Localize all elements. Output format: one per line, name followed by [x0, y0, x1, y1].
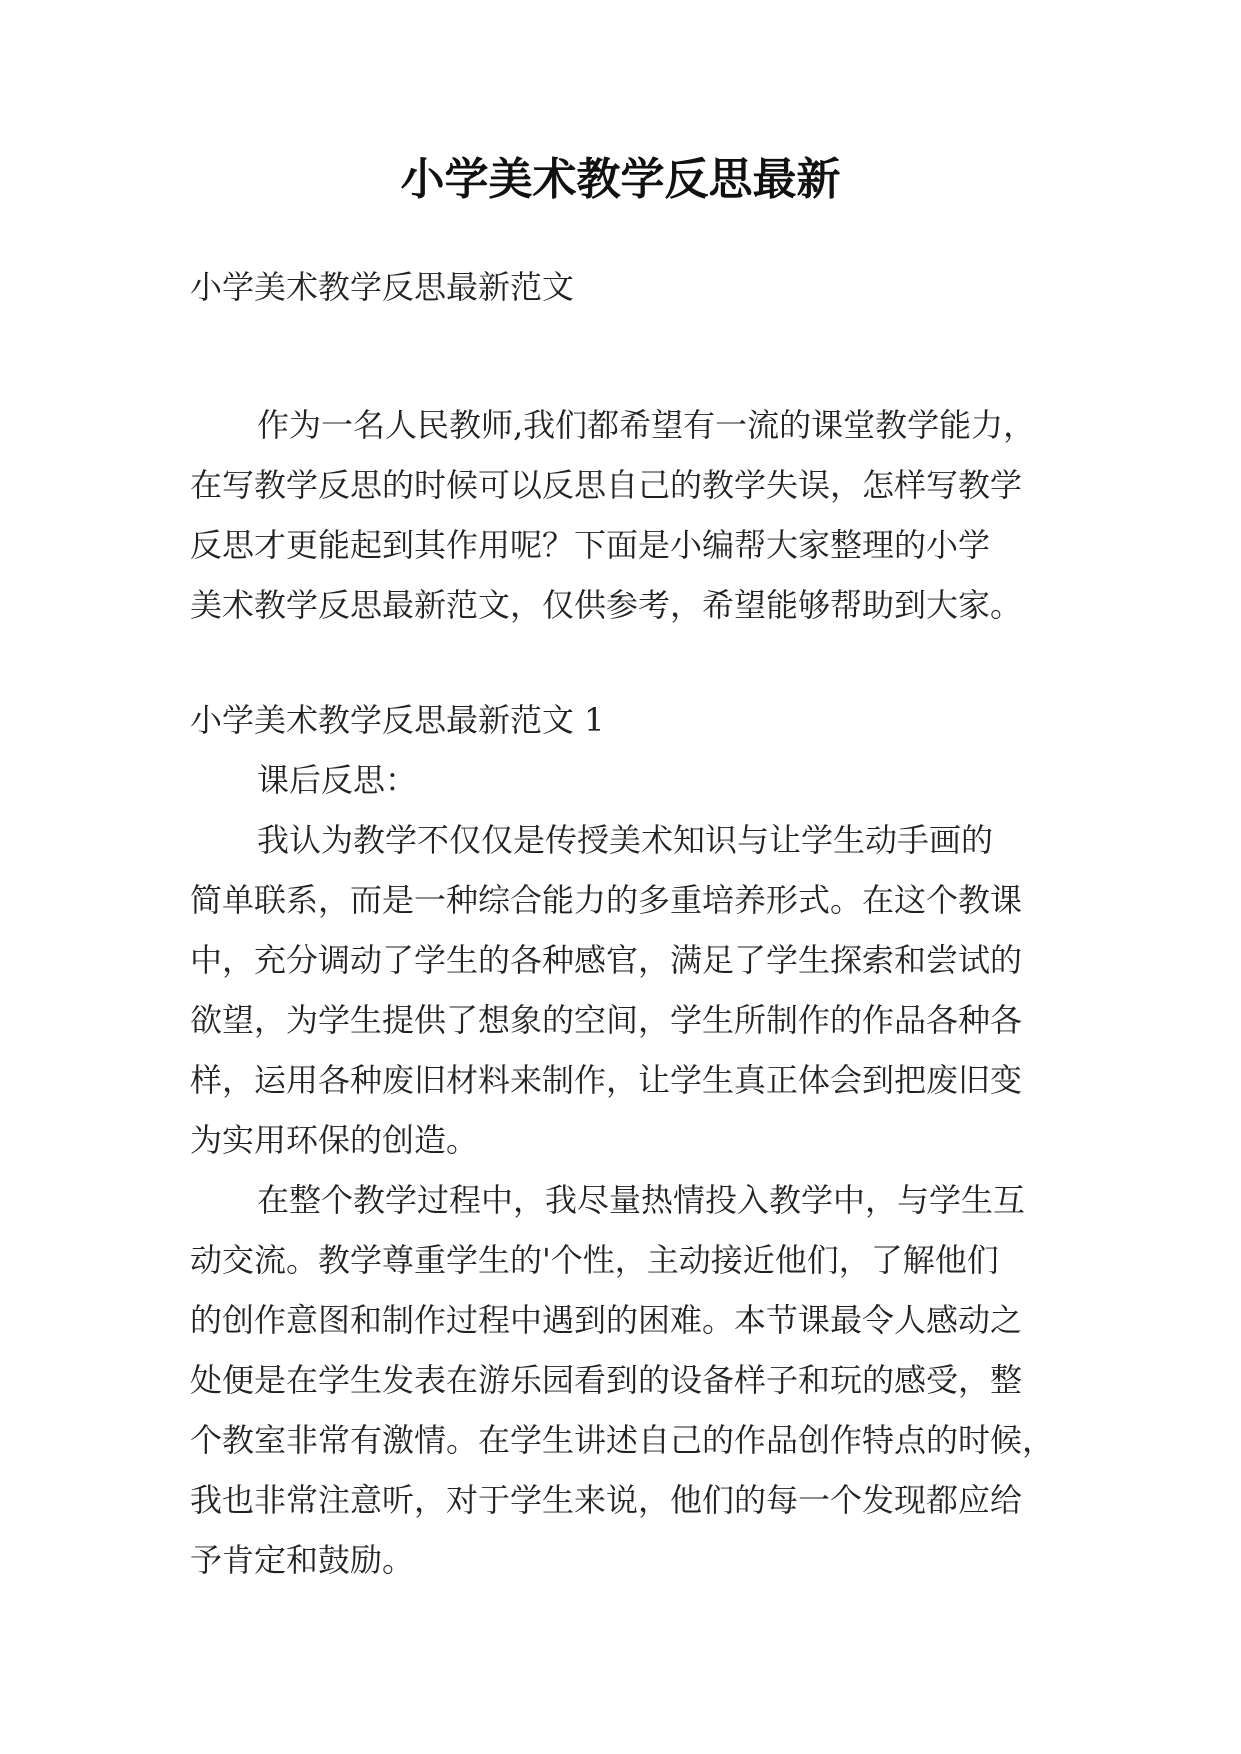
- paragraph-2-line-2: 动交流。教学尊重学生的'个性，主动接近他们，了解他们: [190, 1241, 999, 1279]
- intro-line-3: 反思才更能起到其作用呢？下面是小编帮大家整理的小学: [190, 526, 991, 564]
- paragraph-1-line-5: 样，运用各种废旧材料来制作，让学生真正体会到把废旧变: [190, 1061, 1023, 1099]
- paragraph-2-line-3: 的创作意图和制作过程中遇到的困难。本节课最令人感动之: [190, 1301, 1023, 1339]
- paragraph-2-line-7: 予肯定和鼓励。: [190, 1541, 415, 1579]
- document-subtitle: 小学美术教学反思最新范文: [190, 268, 575, 306]
- paragraph-1-line-6: 为实用环保的创造。: [190, 1121, 479, 1159]
- paragraph-2-line-5: 个教室非常有激情。在学生讲述自己的作品创作特点的时候，: [190, 1421, 1055, 1459]
- intro-line-2: 在写教学反思的时候可以反思自己的教学失误，怎样写教学: [190, 466, 1023, 504]
- paragraph-1-line-2: 简单联系，而是一种综合能力的多重培养形式。在这个教课: [190, 881, 1023, 919]
- intro-line-4: 美术教学反思最新范文，仅供参考，希望能够帮助到大家。: [190, 586, 1023, 624]
- intro-line-1: 作为一名人民教师,我们都希望有一流的课堂教学能力，: [257, 406, 1036, 444]
- paragraph-1-line-4: 欲望，为学生提供了想象的空间，学生所制作的作品各种各: [190, 1001, 1023, 1039]
- paragraph-2-line-4: 处便是在学生发表在游乐园看到的设备样子和玩的感受，整: [190, 1361, 1023, 1399]
- document-title: 小学美术教学反思最新: [400, 154, 841, 205]
- paragraph-2-line-1: 在整个教学过程中，我尽量热情投入教学中，与学生互: [257, 1181, 1026, 1219]
- paragraph-2-line-6: 我也非常注意听，对于学生来说，他们的每一个发现都应给: [190, 1481, 1023, 1519]
- paragraph-1-line-1: 我认为教学不仅仅是传授美术知识与让学生动手画的: [257, 821, 994, 859]
- section-heading: 小学美术教学反思最新范文 1: [190, 701, 605, 739]
- paragraph-1-line-3: 中，充分调动了学生的各种感官，满足了学生探索和尝试的: [190, 941, 1023, 979]
- reflection-label: 课后反思：: [257, 761, 418, 799]
